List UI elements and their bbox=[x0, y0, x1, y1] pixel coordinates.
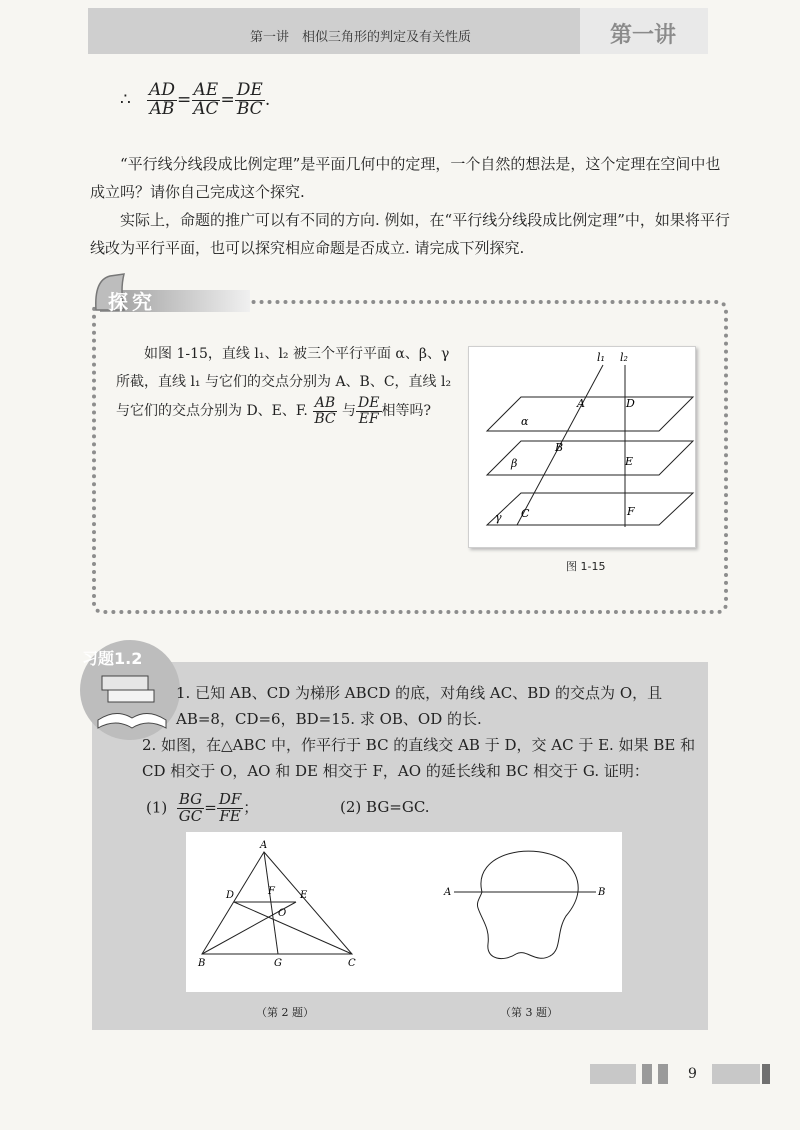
blob-label-a: A bbox=[444, 887, 452, 898]
blob-figure bbox=[443, 851, 605, 958]
tri-label-o: O bbox=[278, 908, 287, 919]
caption-q3: （第 3 题） bbox=[500, 1006, 558, 1019]
label-f: F bbox=[627, 505, 635, 518]
footer-bar-5 bbox=[762, 1064, 770, 1084]
explore-label: 探究 bbox=[108, 290, 156, 314]
caption-q2: （第 2 题） bbox=[256, 1006, 314, 1019]
label-l2: l₂ bbox=[620, 351, 628, 364]
label-gamma: γ bbox=[495, 511, 502, 524]
label-e: E bbox=[625, 455, 634, 468]
books-icon bbox=[92, 668, 172, 734]
blob-label-b: B bbox=[598, 887, 606, 898]
chapter-title: 第一讲 相似三角形的判定及有关性质 bbox=[250, 30, 472, 45]
fraction-de-bc: $\frac{DE}{BC}$ bbox=[236, 80, 263, 119]
tri-label-e: E bbox=[300, 890, 308, 901]
explore-text: 如图 1-15，直线 l₁、l₂ 被三个平行平面 α、β、γ 所截，直线 l₁ 与它们的交点分别为 A、B、C，直线 l₂ 与它们的交点分别为 D、E、F. $\frac{AB}{BC}$ 与 $\frac{DE}{EF}$ 相等吗? bbox=[116, 346, 452, 427]
footer-bar-2 bbox=[642, 1064, 652, 1084]
label-beta: β bbox=[511, 457, 518, 470]
exercise-figures bbox=[186, 832, 622, 992]
tri-label-g: G bbox=[274, 958, 282, 969]
triangle-figure bbox=[197, 840, 356, 969]
conclusion-formula: ∴ $\frac{AD}{AB}$ = $\frac{AE}{AC}$ = $\frac{DE}{BC}$ . bbox=[120, 80, 271, 119]
chapter-tag-label: 第一讲 bbox=[610, 22, 677, 48]
label-b: B bbox=[555, 441, 564, 454]
fraction-ab-bc: $\frac{AB}{BC}$ bbox=[314, 395, 336, 427]
paragraph-1: “平行线分线段成比例定理”是平面几何中的定理，一个自然的想法是，这个定理在空间中也成立吗？请你自己完成这个探究. bbox=[90, 155, 721, 201]
figure-1-15-caption: 图 1-15 bbox=[566, 560, 606, 573]
fraction-ae-ac: $\frac{AE}{AC}$ bbox=[193, 80, 219, 119]
paragraph-2: 实际上，命题的推广可以有不同的方向. 例如，在“平行线分线段成比例定理”中，如果将平行线改为平行平面，也可以探究相应命题是否成立. 请完成下列探究. bbox=[90, 211, 730, 257]
fraction-ad-ab: $\frac{AD}{AB}$ bbox=[149, 80, 175, 119]
tri-label-f: F bbox=[268, 886, 275, 897]
exercise-item-2-part2: (2) BG=GC. bbox=[340, 798, 430, 816]
tri-label-a: A bbox=[260, 840, 268, 851]
exercise-badge-label: 习题1.2 bbox=[82, 649, 143, 668]
label-alpha: α bbox=[521, 415, 529, 428]
figure-parallel-planes bbox=[468, 346, 696, 548]
chapter-tag bbox=[580, 8, 708, 54]
tri-label-c: C bbox=[348, 958, 356, 969]
therefore-symbol: ∴ bbox=[120, 89, 131, 110]
label-a: A bbox=[577, 397, 585, 410]
footer-bar-4 bbox=[712, 1064, 760, 1084]
footer-bar-3 bbox=[658, 1064, 668, 1084]
fraction-df-fe: $\frac{DF}{FE}$ bbox=[218, 790, 242, 825]
tri-label-b: B bbox=[198, 958, 206, 969]
fraction-de-ef: $\frac{DE}{EF}$ bbox=[358, 395, 380, 427]
footer-bar-1 bbox=[590, 1064, 636, 1084]
label-c: C bbox=[521, 507, 530, 520]
exercise-item-2-part1: (1) $\frac{BG}{GC}$ = $\frac{DF}{FE}$ ； bbox=[146, 790, 259, 825]
label-l1: l₁ bbox=[597, 351, 605, 364]
tri-label-d: D bbox=[226, 890, 235, 901]
exercise-item-1: 1. 已知 AB、CD 为梯形 ABCD 的底，对角线 AC、BD 的交点为 O，且 AB=8，CD=6，BD=15. 求 OB、OD 的长. bbox=[176, 684, 663, 728]
page-number: 9 bbox=[688, 1066, 697, 1082]
exercise-item-2: 2. 如图，在△ABC 中，作平行于 BC 的直线交 AB 于 D，交 AC 于 E. 如果 BE 和 CD 相交于 O，AO 和 DE 相交于 F，AO 的延长线和 BC 相交于 G. 证明： bbox=[142, 736, 696, 780]
fraction-bg-gc: $\frac{BG}{GC}$ bbox=[178, 790, 203, 825]
label-d: D bbox=[626, 397, 635, 410]
